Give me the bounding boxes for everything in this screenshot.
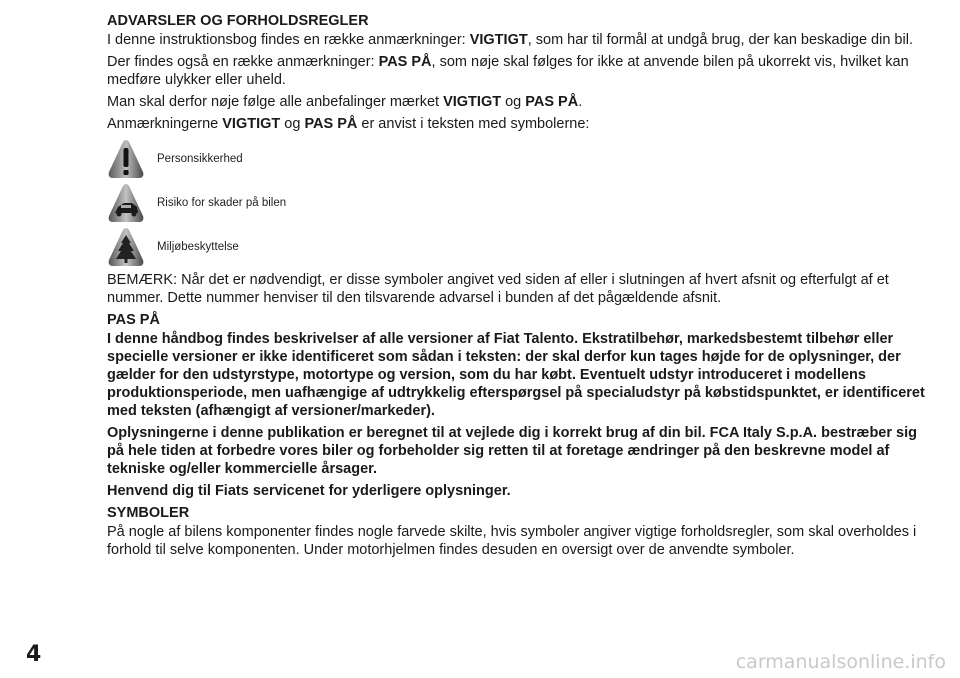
exclamation-warning-icon <box>107 139 145 179</box>
symbol-label: Personsikkerhed <box>157 153 243 165</box>
car-damage-warning-icon <box>107 183 145 223</box>
intro-paragraph-1: I denne instruktionsbog findes en række anmærkninger: VIGTIGT, som har til formål at undgå brug, der kan beskadige din bil. <box>107 32 913 48</box>
symbol-row-environment <box>107 225 927 269</box>
symbol-label: Risiko for skader på bilen <box>157 197 287 209</box>
symbol-legend <box>107 137 927 269</box>
section-title: ADVARSLER OG FORHOLDSREGLER <box>107 13 369 29</box>
note-paragraph: BEMÆRK: Når det er nødvendigt, er disse symboler angivet ved siden af eller i slutningen af hvert afsnit og efterfulgt af et nummer. Dette nummer henviser til den tilsvarende advarsel i bunden af det pågældende afsnit. <box>107 272 889 306</box>
symbols-section-title: SYMBOLER <box>107 505 190 521</box>
intro-paragraph-2: Der findes også en række anmærkninger: PAS PÅ, som nøje skal følges for ikke at anvende bilen på ukorrekt vis, hvilket kan medføre ulykker eller uheld. <box>107 54 909 88</box>
caution-paragraph-3: Henvend dig til Fiats servicenet for yderligere oplysninger. <box>107 483 511 499</box>
caution-title: PAS PÅ <box>107 312 160 328</box>
symbol-label: Miljøbeskyttelse <box>157 241 239 253</box>
caution-paragraph-2: Oplysningerne i denne publikation er beregnet til at vejlede dig i korrekt brug af din bil. FCA Italy S.p.A. bestræber sig på hele tiden at forbedre vores biler og forbeholder sig retten til at foretage ændringer på den beskrevne model af tekniske og/eller kommercielle årsager. <box>107 425 917 477</box>
intro-paragraph-3: Man skal derfor nøje følge alle anbefalinger mærket VIGTIGT og PAS PÅ. <box>107 94 583 110</box>
symbol-row-vehicle-damage <box>107 181 927 225</box>
symbol-row-personal-safety <box>107 137 927 181</box>
environment-warning-icon <box>107 227 145 267</box>
watermark: carmanualsonline.info <box>735 651 946 673</box>
manual-page <box>107 12 927 563</box>
page-number: 4 <box>26 642 42 667</box>
symbols-paragraph: På nogle af bilens komponenter findes nogle farvede skilte, hvis symboler angiver vigtige forholdsregler, som skal overholdes i forhold til selve komponenten. Under motorhjelmen findes desuden en oversigt over de anvendte symboler. <box>107 524 917 558</box>
caution-paragraph-1: I denne håndbog findes beskrivelser af alle versioner af Fiat Talento. Ekstratilbehør, markedsbestemt tilbehør eller specielle versioner er ikke identificeret som sådan i teksten: der skal derfor kun tages højde for de oplysninger, der gælder for den udstyrstype, motortype og version, som du har købt. Eventuelt udstyr introduceret i modellens produktionsperiode, men uafhængige af udtrykkelig efterspørgsel på specialudstyr på købstidspunktet, er identificeret med teksten (afhængigt af versioner/markeder). <box>107 331 925 419</box>
intro-paragraph-4: Anmærkningerne VIGTIGT og PAS PÅ er anvist i teksten med symbolerne: <box>107 116 590 132</box>
